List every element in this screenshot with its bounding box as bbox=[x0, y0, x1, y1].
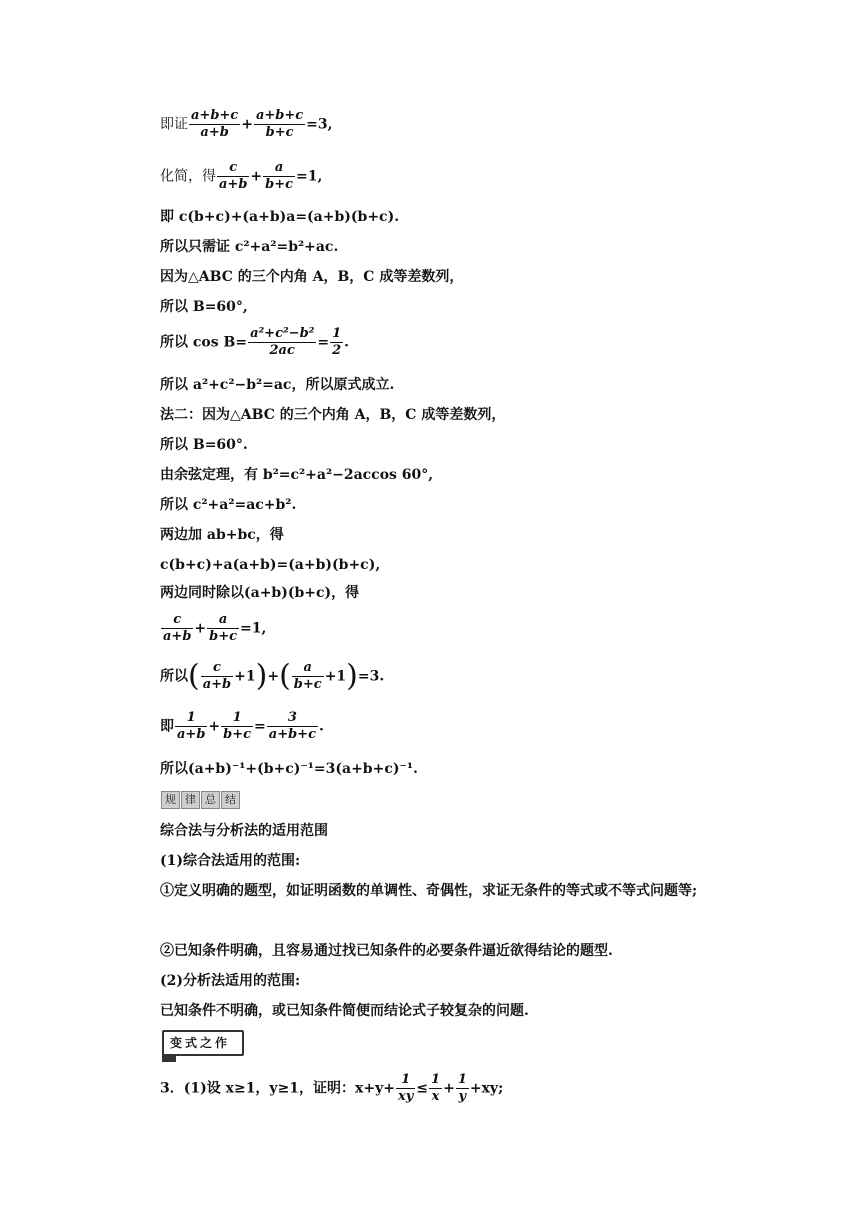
paren: ( bbox=[188, 658, 200, 694]
denominator: a+b bbox=[200, 125, 229, 140]
line-19: 所以(a+b)⁻¹+(b+c)⁻¹=3(a+b+c)⁻¹. bbox=[160, 761, 418, 777]
fraction bbox=[330, 326, 343, 359]
numerator: 3 bbox=[267, 710, 318, 727]
section-2-title: (2)分析法适用的范围: bbox=[160, 973, 301, 989]
text: ①定义明确的题型，如证明函数的单调性、奇偶性，求证无条件的等式或不等式问题等; bbox=[160, 883, 698, 899]
text: 即证 bbox=[160, 116, 188, 133]
text: (1)设 x≥1，y≥1，证明：x+y+ bbox=[183, 1080, 395, 1097]
line-12: 所以 c²+a²=ac+b². bbox=[160, 497, 297, 513]
text: =1, bbox=[240, 620, 267, 637]
line-5: 因为△ABC 的三个内角 A，B，C 成等差数列， bbox=[160, 269, 464, 285]
denominator: a+b bbox=[163, 629, 192, 644]
fraction bbox=[207, 612, 239, 645]
numerator: 1 bbox=[221, 710, 253, 727]
summary-title: 综合法与分析法的适用范围 bbox=[160, 823, 328, 839]
numerator: 1 bbox=[332, 326, 342, 341]
numerator: c bbox=[161, 612, 193, 629]
badge-char: 律 bbox=[181, 791, 200, 809]
line-14: c(b+c)+a(a+b)=(a+b)(b+c), bbox=[160, 557, 381, 573]
text: = bbox=[317, 334, 330, 351]
question-number: 3． bbox=[160, 1080, 184, 1097]
line-4: 所以只需证 c²+a²=b²+ac. bbox=[160, 239, 339, 255]
text: ≤ bbox=[416, 1080, 429, 1097]
fraction bbox=[201, 660, 233, 693]
denominator: x bbox=[431, 1089, 440, 1104]
numerator: 1 bbox=[431, 1072, 441, 1087]
numerator: c bbox=[217, 160, 249, 177]
numerator: c bbox=[201, 660, 233, 677]
text: =1, bbox=[296, 168, 323, 185]
line-11: 由余弦定理，有 b²=c²+a²−2accos 60°, bbox=[160, 467, 434, 483]
fraction bbox=[429, 1072, 442, 1105]
denominator: b+c bbox=[293, 677, 322, 692]
line-6: 所以 B=60°, bbox=[160, 299, 248, 315]
line-16 bbox=[160, 612, 266, 645]
paren: ( bbox=[279, 658, 291, 694]
paren: ) bbox=[255, 658, 268, 694]
denominator: y bbox=[458, 1089, 467, 1104]
text: +xy; bbox=[469, 1080, 504, 1097]
fraction bbox=[254, 108, 305, 141]
numerator: 1 bbox=[457, 1072, 467, 1087]
text: . bbox=[319, 718, 324, 735]
text: 所以 cos B= bbox=[160, 334, 248, 351]
summary-badge bbox=[161, 791, 240, 809]
text: =3, bbox=[306, 116, 333, 133]
line-10: 所以 B=60°. bbox=[160, 437, 248, 453]
numerator: a+b+c bbox=[191, 108, 239, 123]
section-2-text: 已知条件不明确，或已知条件简便而结论式子较复杂的问题. bbox=[160, 1003, 529, 1019]
variant-badge bbox=[162, 1030, 244, 1056]
line-7 bbox=[160, 326, 349, 359]
fraction bbox=[221, 710, 253, 743]
line-2 bbox=[160, 160, 322, 193]
numerator: 1 bbox=[396, 1072, 415, 1089]
text: + bbox=[250, 168, 263, 185]
numerator: a bbox=[263, 160, 295, 177]
text: = bbox=[254, 718, 266, 735]
line-9 bbox=[160, 406, 505, 424]
line-13: 两边加 ab+bc，得 bbox=[160, 527, 284, 543]
text: +1 bbox=[324, 668, 347, 685]
denominator: 2ac bbox=[269, 343, 295, 358]
text: + bbox=[267, 668, 280, 685]
fraction bbox=[248, 326, 316, 359]
fraction bbox=[267, 710, 318, 743]
denominator: b+c bbox=[209, 629, 238, 644]
text: + bbox=[208, 718, 221, 735]
fraction bbox=[189, 108, 240, 141]
numerator: a²+c²−b² bbox=[250, 326, 315, 341]
numerator: a bbox=[292, 660, 324, 677]
denominator: b+c bbox=[223, 727, 252, 742]
line-17 bbox=[160, 660, 384, 693]
paren: ) bbox=[346, 658, 358, 694]
text: =3. bbox=[357, 668, 385, 685]
fraction bbox=[396, 1072, 415, 1105]
line-15: 两边同时除以(a+b)(b+c)，得 bbox=[160, 585, 360, 601]
question-3 bbox=[160, 1072, 503, 1105]
denominator: xy bbox=[397, 1089, 414, 1104]
denominator: 2 bbox=[332, 343, 342, 358]
section-1-item-1 bbox=[130, 876, 750, 906]
text: 化简，得 bbox=[160, 168, 216, 185]
line-18 bbox=[160, 710, 324, 743]
fraction bbox=[175, 710, 207, 743]
denominator: a+b bbox=[202, 677, 232, 692]
badge-text: 变式之作 bbox=[170, 1036, 231, 1050]
numerator: 1 bbox=[175, 710, 207, 727]
line-1 bbox=[160, 108, 333, 141]
method-label: 法二： bbox=[160, 407, 202, 423]
denominator: a+b bbox=[219, 177, 248, 192]
denominator: b+c bbox=[265, 125, 294, 140]
text: . bbox=[344, 334, 350, 351]
numerator: a bbox=[207, 612, 239, 629]
text: + bbox=[443, 1080, 455, 1097]
fraction bbox=[456, 1072, 469, 1105]
denominator: b+c bbox=[265, 177, 294, 192]
text: +1 bbox=[234, 668, 256, 685]
fraction bbox=[292, 660, 324, 693]
text: 即 bbox=[160, 718, 174, 735]
fraction bbox=[161, 612, 193, 645]
text: + bbox=[241, 116, 253, 133]
text: + bbox=[194, 620, 207, 637]
badge-char: 总 bbox=[201, 791, 220, 809]
denominator: a+b+c bbox=[268, 727, 316, 742]
badge-char: 结 bbox=[221, 791, 240, 809]
badge-char: 规 bbox=[161, 791, 180, 809]
denominator: a+b bbox=[177, 727, 206, 742]
line-3: 即 c(b+c)+(a+b)a=(a+b)(b+c). bbox=[160, 209, 400, 225]
line-8: 所以 a²+c²−b²=ac，所以原式成立. bbox=[160, 377, 395, 393]
text: 所以 bbox=[160, 668, 188, 685]
fraction bbox=[217, 160, 249, 193]
numerator: a+b+c bbox=[255, 108, 304, 123]
fraction bbox=[263, 160, 295, 193]
text: 因为△ABC 的三个内角 A，B，C 成等差数列， bbox=[202, 407, 506, 423]
section-1-title: (1)综合法适用的范围: bbox=[160, 853, 301, 869]
section-1-item-2: ②已知条件明确，且容易通过找已知条件的必要条件逼近欲得结论的题型. bbox=[160, 943, 613, 959]
